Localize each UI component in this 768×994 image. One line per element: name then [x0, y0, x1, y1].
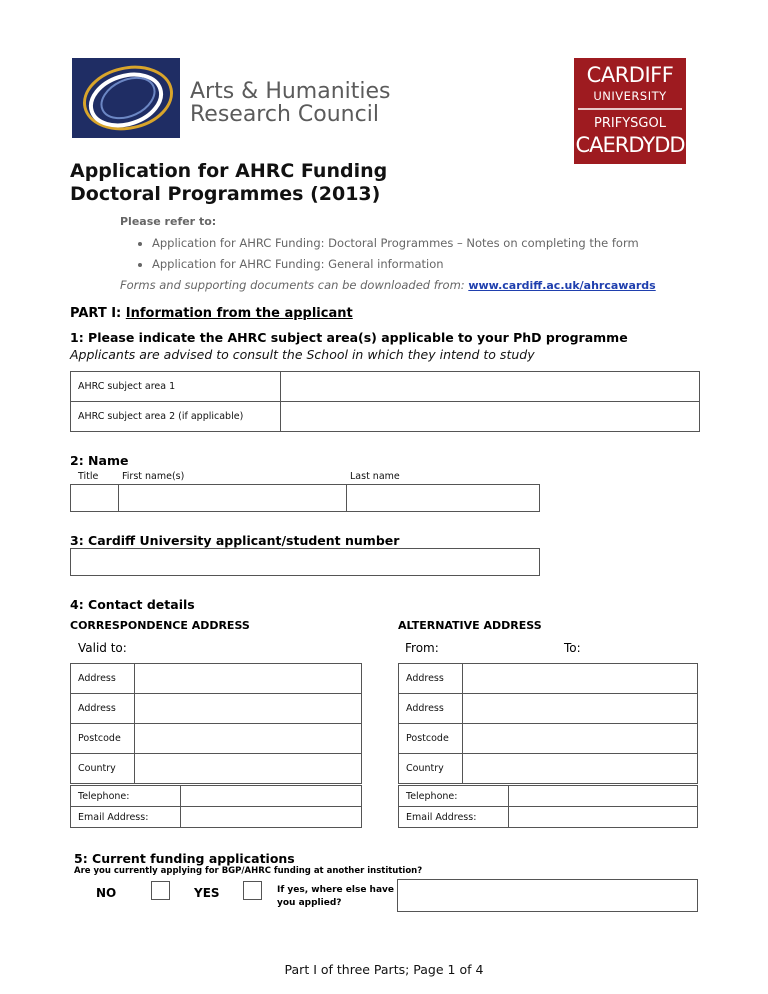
cardiff-logo-english — [574, 58, 686, 107]
alternative-address-table — [398, 663, 698, 784]
yes-label: YES — [194, 886, 220, 900]
alt-postcode-label: Postcode — [399, 724, 463, 754]
name-last-label: Last name — [350, 471, 400, 482]
where-applied-label — [277, 884, 394, 910]
refer-item-text: Application for AHRC Funding: General information — [152, 257, 444, 271]
subject-area-2-field[interactable] — [281, 402, 700, 432]
corr-telephone-field[interactable] — [181, 786, 362, 807]
alt-telephone-label: Telephone: — [399, 786, 509, 807]
q5-heading: 5: Current funding applications — [74, 851, 295, 866]
where-applied-label-line1: If yes, where else have — [277, 885, 395, 895]
correspondence-contact-table — [70, 785, 362, 828]
ahrc-wordmark-line2: Research Council — [190, 102, 379, 127]
q5-question: Are you currently applying for BGP/AHRC funding at another institution? — [74, 866, 423, 876]
alt-address-2-field[interactable] — [463, 694, 698, 724]
corr-postcode-label: Postcode — [71, 724, 135, 754]
corr-email-label: Email Address: — [71, 807, 181, 828]
subject-area-1-label: AHRC subject area 1 — [71, 372, 281, 402]
ahrc-emblem-icon — [72, 58, 180, 138]
student-number-field[interactable] — [71, 549, 540, 576]
part-heading — [70, 306, 353, 321]
ahrc-logo — [72, 58, 402, 138]
cardiff-university-logo — [574, 58, 686, 164]
refer-item — [138, 257, 444, 271]
alt-country-field[interactable] — [463, 754, 698, 784]
name-title-label: Title — [78, 471, 99, 482]
alt-address-1-label: Address — [399, 664, 463, 694]
corr-country-field[interactable] — [135, 754, 362, 784]
corr-address-1-label: Address — [71, 664, 135, 694]
cardiff-logo-divider — [578, 108, 682, 110]
to-label: To: — [564, 641, 581, 655]
student-number-table — [70, 548, 540, 576]
yes-checkbox[interactable] — [243, 881, 262, 900]
name-first-field[interactable] — [119, 485, 347, 512]
cardiff-logo-line3: PRIFYSGOL — [594, 116, 666, 131]
subject-area-table — [70, 371, 700, 432]
where-applied-label-line2: you applied? — [277, 898, 342, 908]
alt-country-label: Country — [399, 754, 463, 784]
download-note-text: Forms and supporting documents can be downloaded from: — [120, 278, 465, 292]
corr-country-label: Country — [71, 754, 135, 784]
ahrc-wordmark-line1: Arts & Humanities — [190, 79, 391, 104]
page-footer: Part I of three Parts; Page 1 of 4 — [284, 962, 484, 977]
alt-email-label: Email Address: — [399, 807, 509, 828]
part-title: Information from the applicant — [125, 306, 353, 321]
corr-address-2-label: Address — [71, 694, 135, 724]
name-table — [70, 484, 540, 512]
no-label: NO — [96, 886, 117, 900]
bullet-icon — [138, 242, 142, 246]
alt-address-1-field[interactable] — [463, 664, 698, 694]
correspondence-address-table — [70, 663, 362, 784]
q1-heading: 1: Please indicate the AHRC subject area(s) applicable to your PhD programme — [70, 330, 628, 345]
q4-heading: 4: Contact details — [70, 597, 195, 612]
alternative-address-heading: ALTERNATIVE ADDRESS — [398, 619, 542, 632]
corr-telephone-label: Telephone: — [71, 786, 181, 807]
where-applied-field[interactable] — [398, 880, 698, 912]
cardiff-logo-line2: UNIVERSITY — [593, 89, 667, 103]
correspondence-address-heading: CORRESPONDENCE ADDRESS — [70, 619, 250, 632]
subject-area-2-label: AHRC subject area 2 (if applicable) — [71, 402, 281, 432]
name-title-field[interactable] — [71, 485, 119, 512]
cardiff-logo-line1: CARDIFF — [586, 63, 674, 87]
name-first-label: First name(s) — [122, 471, 185, 482]
valid-to-label: Valid to: — [78, 641, 127, 655]
from-label: From: — [405, 641, 439, 655]
alt-postcode-field[interactable] — [463, 724, 698, 754]
alt-address-2-label: Address — [399, 694, 463, 724]
name-last-field[interactable] — [347, 485, 540, 512]
page-title-line1: Application for AHRC Funding — [70, 160, 388, 182]
cardiff-logo-line4: CAERDYDD — [575, 133, 685, 157]
download-link[interactable]: www.cardiff.ac.uk/ahrcawards — [468, 279, 656, 292]
q1-subtext: Applicants are advised to consult the School in which they intend to study — [70, 347, 535, 362]
cardiff-logo-welsh — [574, 112, 686, 164]
corr-address-1-field[interactable] — [135, 664, 362, 694]
refer-heading: Please refer to: — [120, 215, 217, 228]
ahrc-wordmark — [190, 80, 391, 126]
alternative-contact-table — [398, 785, 698, 828]
download-note — [120, 278, 656, 292]
alt-telephone-field[interactable] — [509, 786, 698, 807]
bullet-icon — [138, 263, 142, 267]
no-checkbox[interactable] — [151, 881, 170, 900]
q3-heading: 3: Cardiff University applicant/student number — [70, 533, 400, 548]
alt-email-field[interactable] — [509, 807, 698, 828]
part-prefix: PART I: — [70, 306, 122, 321]
corr-postcode-field[interactable] — [135, 724, 362, 754]
refer-item-text: Application for AHRC Funding: Doctoral Programmes – Notes on completing the form — [152, 236, 639, 250]
corr-address-2-field[interactable] — [135, 694, 362, 724]
where-applied-table — [397, 879, 698, 912]
q2-heading: 2: Name — [70, 453, 129, 468]
refer-item — [138, 236, 639, 250]
corr-email-field[interactable] — [181, 807, 362, 828]
page-title-line2: Doctoral Programmes (2013) — [70, 183, 381, 205]
subject-area-1-field[interactable] — [281, 372, 700, 402]
page-title — [70, 160, 387, 206]
